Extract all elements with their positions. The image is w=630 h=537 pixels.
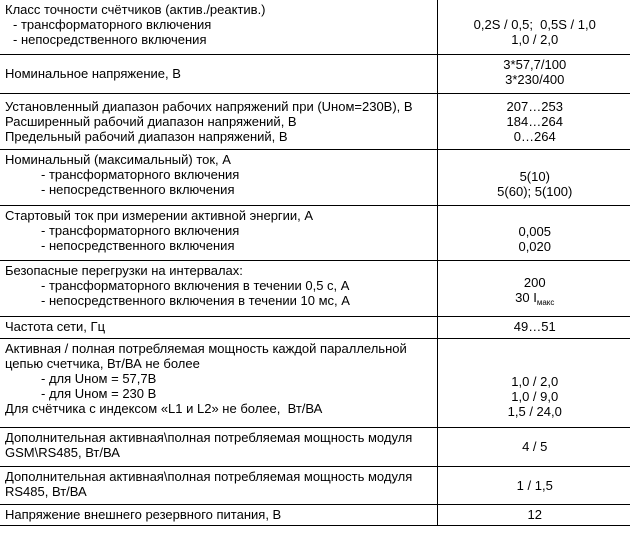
value-subscript: макс bbox=[536, 297, 555, 307]
spec-value bbox=[437, 316, 630, 338]
spec-value bbox=[437, 260, 630, 316]
label-line: - непосредственного включения bbox=[13, 32, 207, 47]
spec-value bbox=[437, 205, 630, 260]
spec-label bbox=[0, 316, 437, 338]
label-line: Дополнительная активная\полная потребляемая мощность модуля bbox=[5, 429, 413, 445]
spec-row-starting-current bbox=[0, 205, 630, 260]
label-line: - трансформаторного включения bbox=[41, 222, 240, 238]
label-line: - трансформаторного включения в течении 0,5 с, А bbox=[41, 277, 350, 293]
spec-label bbox=[0, 54, 437, 93]
value-line: 1,0 / 9,0 bbox=[511, 388, 559, 404]
spec-value bbox=[437, 149, 630, 205]
label-line: Расширенный рабочий диапазон напряжений, В bbox=[5, 113, 297, 129]
value-line: 4 / 5 bbox=[522, 439, 548, 454]
label-line: - трансформаторного включения bbox=[41, 166, 240, 182]
value-text: 30 I bbox=[515, 289, 537, 305]
spec-row-rs485-module-power bbox=[0, 466, 630, 504]
value-line: 200 bbox=[523, 274, 546, 290]
spec-row-overloads bbox=[0, 260, 630, 316]
label-line: Активная / полная потребляемая мощность каждой параллельной bbox=[5, 340, 407, 356]
value-line: 0,020 bbox=[518, 238, 552, 254]
value-line: 5(10) bbox=[519, 168, 550, 184]
value-line: 1 / 1,5 bbox=[516, 477, 553, 493]
value-line: 184…264 bbox=[506, 113, 563, 129]
spec-label bbox=[0, 93, 437, 149]
value-line: 1,5 / 24,0 bbox=[507, 403, 562, 419]
spec-row-nominal-voltage bbox=[0, 54, 630, 93]
value-line: 0,005 bbox=[518, 223, 552, 239]
spec-value bbox=[437, 54, 630, 93]
value-line bbox=[443, 290, 628, 310]
label-line: Номинальный (максимальный) ток, А bbox=[5, 151, 231, 167]
label-line: Для счётчика с индексом «L1 и L2» не более, Вт/ВА bbox=[5, 400, 323, 416]
spec-label bbox=[0, 205, 437, 260]
label-line: - трансформаторного включения bbox=[13, 17, 212, 32]
spec-row-power-consumption bbox=[0, 338, 630, 427]
label-line: Стартовый ток при измерении активной энергии, А bbox=[5, 207, 314, 223]
spec-row-gsm-module-power bbox=[0, 427, 630, 466]
label-line: - непосредственного включения в течении 10 мс, А bbox=[41, 292, 350, 308]
spec-row-frequency bbox=[0, 316, 630, 338]
value-line: 49…51 bbox=[513, 318, 556, 334]
label-line: RS485, Вт/ВА bbox=[5, 483, 87, 499]
value-line: 1,0 / 2,0 bbox=[511, 373, 559, 389]
label-line: Предельный рабочий диапазон напряжений, В bbox=[5, 128, 288, 144]
spec-label bbox=[0, 260, 437, 316]
value-line: 0…264 bbox=[513, 128, 556, 144]
spec-row-backup-supply-voltage bbox=[0, 504, 630, 525]
label-line: Класс точности счётчиков (актив./реактив.) bbox=[5, 2, 266, 17]
spec-value bbox=[437, 338, 630, 427]
value-line: 3*57,7/100 bbox=[503, 56, 567, 72]
spec-value bbox=[437, 93, 630, 149]
spec-value bbox=[437, 427, 630, 466]
spec-label bbox=[0, 338, 437, 427]
label-line: Безопасные перегрузки на интервалах: bbox=[5, 262, 243, 278]
value-line: 12 bbox=[527, 506, 542, 522]
label-line: Частота сети, Гц bbox=[5, 318, 106, 334]
spec-row-accuracy-class bbox=[0, 0, 630, 54]
label-line: - для Uном = 57,7В bbox=[41, 370, 157, 386]
value-line: 1,0 / 2,0 bbox=[511, 32, 559, 47]
spec-value bbox=[437, 466, 630, 504]
spec-label bbox=[0, 0, 437, 54]
label-line: Номинальное напряжение, В bbox=[5, 66, 181, 81]
spec-row-voltage-ranges bbox=[0, 93, 630, 149]
spec-label bbox=[0, 149, 437, 205]
value-line: 5(60); 5(100) bbox=[497, 183, 573, 199]
spec-value bbox=[437, 0, 630, 54]
label-line: - для Uном = 230 В bbox=[41, 385, 157, 401]
label-line: - непосредственного включения bbox=[41, 237, 235, 253]
label-line: - непосредственного включения bbox=[41, 181, 235, 197]
value-line: 0,2S / 0,5; 0,5S / 1,0 bbox=[473, 17, 596, 32]
label-line: GSM\RS485, Вт/ВА bbox=[5, 444, 120, 460]
spec-label bbox=[0, 427, 437, 466]
value-line: 207…253 bbox=[506, 98, 563, 114]
spec-value bbox=[437, 504, 630, 525]
label-line: Напряжение внешнего резервного питания, В bbox=[5, 506, 282, 522]
label-line: Установленный диапазон рабочих напряжений при (Uном=230В), В bbox=[5, 98, 413, 114]
label-line: цепью счетчика, Вт/ВА не более bbox=[5, 355, 200, 371]
spec-row-nominal-current bbox=[0, 149, 630, 205]
spec-label bbox=[0, 466, 437, 504]
label-line: Дополнительная активная\полная потребляемая мощность модуля bbox=[5, 468, 413, 484]
spec-label bbox=[0, 504, 437, 525]
value-line: 3*230/400 bbox=[505, 71, 565, 87]
